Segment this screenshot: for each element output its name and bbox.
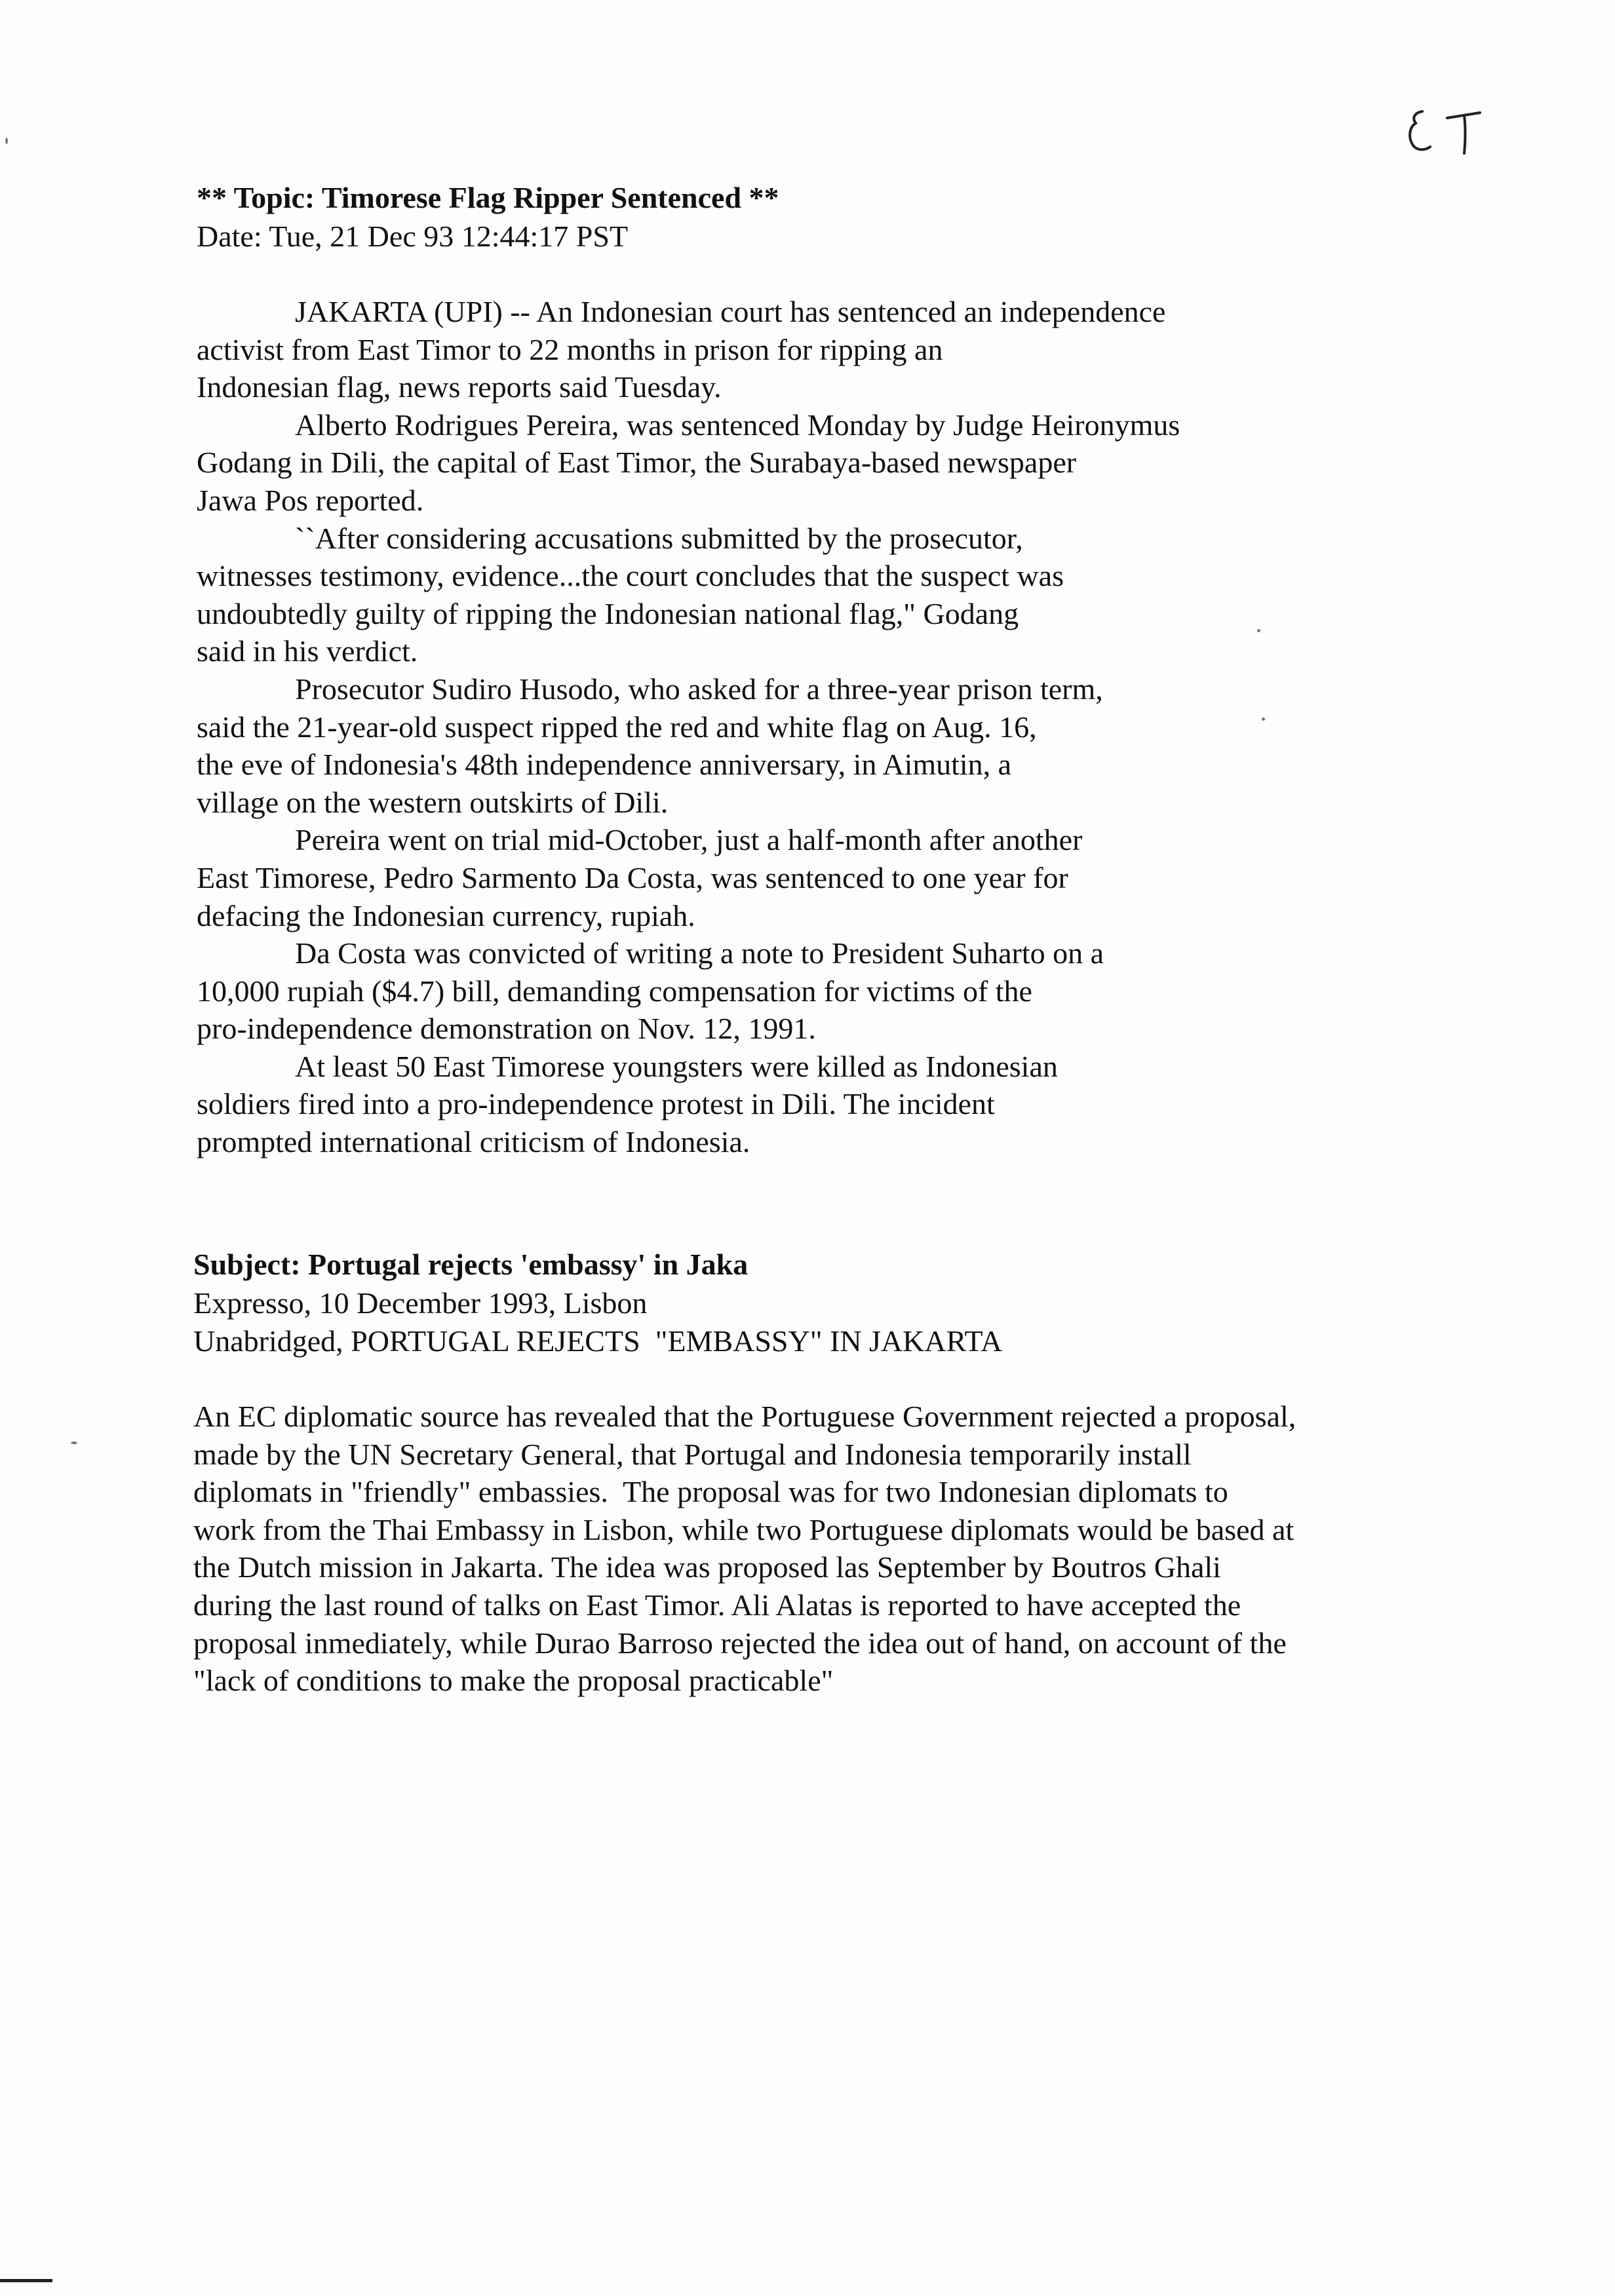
paragraph-line: activist from East Timor to 22 months in prison for ripping an — [197, 332, 943, 366]
paragraph-line: JAKARTA (UPI) -- An Indonesian court has sentenced an independence — [295, 295, 1166, 328]
paragraph-7 — [197, 1048, 1442, 1161]
paragraph-line: undoubtedly guilty of ripping the Indonesian national flag," Godang — [197, 596, 1019, 630]
article-date-line: Date: Tue, 21 Dec 93 12:44:17 PST — [197, 220, 629, 253]
paragraph-3 — [197, 520, 1442, 670]
paragraph-line: Jawa Pos reported. — [197, 483, 424, 517]
paragraph-line: East Timorese, Pedro Sarmento Da Costa, was sentenced to one year for — [197, 860, 1068, 894]
article-subject: Subject: Portugal rejects 'embassy' in Jaka — [193, 1248, 749, 1281]
article-portugal-rejects-embassy — [193, 1245, 1471, 1700]
scan-speck — [5, 138, 8, 144]
paragraph-line: soldiers fired into a pro-independence protest in Dili. The incident — [197, 1087, 995, 1121]
paragraph-line: ``After considering accusations submitted by the prosecutor, — [295, 521, 1023, 555]
paragraph-line: witnesses testimony, evidence...the court concludes that the suspect was — [197, 559, 1064, 593]
paragraph-line: Prosecutor Sudiro Husodo, who asked for a three-year prison term, — [295, 672, 1103, 706]
paragraph-line: Indonesian flag, news reports said Tuesday. — [197, 370, 722, 404]
paragraph-line: said the 21-year-old suspect ripped the red and white flag on Aug. 16, — [197, 710, 1037, 744]
paragraph-line: village on the western outskirts of Dili. — [197, 785, 669, 819]
scan-speck — [1262, 718, 1265, 721]
paragraph-4 — [197, 670, 1442, 821]
article-source-line: Expresso, 10 December 1993, Lisbon — [193, 1286, 648, 1320]
paragraph-line: pro-independence demonstration on Nov. 12, 1991. — [197, 1012, 816, 1046]
article-title-line: Unabridged, PORTUGAL REJECTS "EMBASSY" IN JAKARTA — [193, 1324, 1003, 1358]
scan-speck — [1257, 629, 1260, 632]
scan-edge-mark — [0, 2279, 52, 2282]
paragraph-6 — [197, 934, 1442, 1048]
paragraph-line: diplomats in "friendly" embassies. The proposal was for two Indonesian diplomats to — [193, 1475, 1228, 1509]
paragraph-line: Pereira went on trial mid-October, just a half-month after another — [295, 823, 1083, 857]
scan-speck — [71, 1442, 77, 1444]
paragraph-line: Da Costa was convicted of writing a note to President Suharto on a — [295, 936, 1104, 970]
paragraph-line: the eve of Indonesia's 48th independence anniversary, in Aimutin, a — [197, 748, 1012, 782]
paragraph-line: proposal inmediately, while Durao Barroso rejected the idea out of hand, on account of the — [193, 1626, 1287, 1660]
paragraph-line: defacing the Indonesian currency, rupiah. — [197, 898, 695, 932]
article-flag-ripper-sentenced — [197, 178, 1442, 1161]
paragraph-line: during the last round of talks on East Timor. Ali Alatas is reported to have accepted the — [193, 1588, 1241, 1622]
paragraph-line: An EC diplomatic source has revealed that the Portuguese Government rejected a proposal, — [193, 1400, 1296, 1433]
paragraph-line: work from the Thai Embassy in Lisbon, while two Portuguese diplomats would be based at — [193, 1512, 1294, 1546]
paragraph-line: At least 50 East Timorese youngsters were killed as Indonesian — [295, 1049, 1058, 1083]
paragraph-line: made by the UN Secretary General, that Portugal and Indonesia temporarily install — [193, 1437, 1192, 1471]
paragraph-line: Godang in Dili, the capital of East Timor, the Surabaya-based newspaper — [197, 446, 1077, 480]
paragraph-2 — [197, 406, 1442, 520]
article-headline: ** Topic: Timorese Flag Ripper Sentenced ** — [197, 181, 779, 214]
handwritten-initials — [1396, 98, 1488, 170]
paragraph-line: "lack of conditions to make the proposal practicable" — [193, 1664, 834, 1698]
paragraph-1 — [197, 293, 1442, 406]
paragraph-line: 10,000 rupiah ($4.7) bill, demanding compensation for victims of the — [197, 974, 1032, 1008]
paragraph-line: the Dutch mission in Jakarta. The idea was proposed las September by Boutros Ghali — [193, 1550, 1221, 1584]
paragraph-line: Alberto Rodrigues Pereira, was sentenced Monday by Judge Heironymus — [295, 408, 1180, 442]
article-body — [197, 293, 1442, 1161]
article-body — [193, 1398, 1471, 1700]
paragraph-line: prompted international criticism of Indonesia. — [197, 1125, 750, 1159]
paragraph-5 — [197, 821, 1442, 934]
paragraph-line: said in his verdict. — [197, 634, 418, 668]
